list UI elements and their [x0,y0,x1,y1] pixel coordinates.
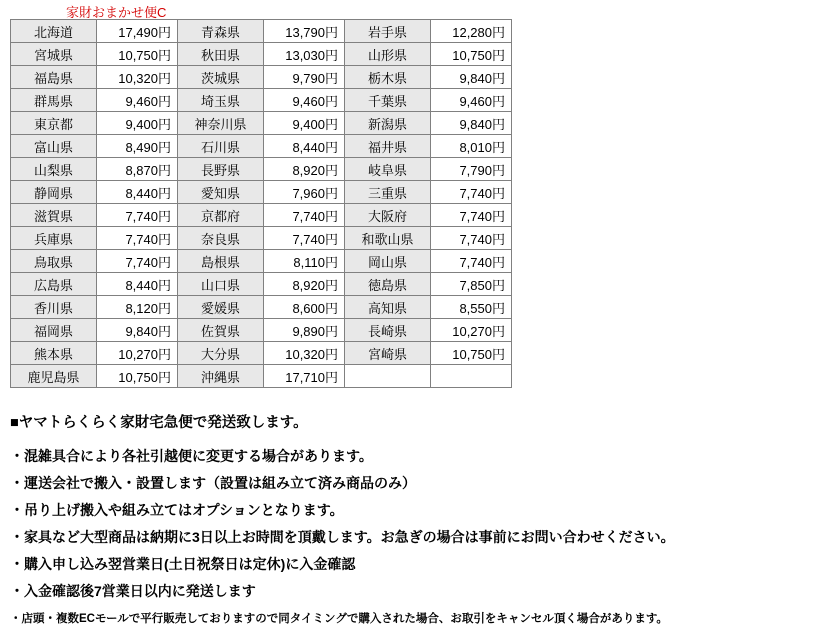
note-line: ・混雑具合により各社引越便に変更する場合があります。 [10,448,373,464]
prefecture-cell: 富山県 [11,135,97,158]
prefecture-cell: 広島県 [11,273,97,296]
price-cell: 8,920円 [264,158,345,181]
price-cell: 8,010円 [431,135,512,158]
table-row [11,365,512,388]
prefecture-cell: 栃木県 [345,66,431,89]
price-cell: 7,740円 [97,250,178,273]
price-cell: 9,400円 [97,112,178,135]
prefecture-cell: 神奈川県 [178,112,264,135]
notes-section [10,411,810,633]
prefecture-cell: 高知県 [345,296,431,319]
prefecture-cell: 岐阜県 [345,158,431,181]
prefecture-cell: 岩手県 [345,20,431,43]
prefecture-cell: 石川県 [178,135,264,158]
prefecture-cell: 山梨県 [11,158,97,181]
price-cell: 10,320円 [97,66,178,89]
prefecture-cell: 宮城県 [11,43,97,66]
prefecture-cell: 茨城県 [178,66,264,89]
prefecture-cell: 宮崎県 [345,342,431,365]
table-row [11,158,512,181]
table-row [11,135,512,158]
prefecture-cell: 滋賀県 [11,204,97,227]
price-cell: 7,740円 [431,181,512,204]
price-cell: 7,740円 [431,227,512,250]
prefecture-cell: 京都府 [178,204,264,227]
prefecture-cell: 香川県 [11,296,97,319]
price-cell: 9,840円 [431,66,512,89]
price-cell: 7,740円 [97,227,178,250]
prefecture-cell: 鳥取県 [11,250,97,273]
price-cell: 8,110円 [264,250,345,273]
price-cell: 8,870円 [97,158,178,181]
price-cell: 8,440円 [264,135,345,158]
notes-heading: ■ヤマトらくらく家財宅急便で発送致します。 [10,415,308,431]
note-footnote: ・店頭・複数ECモールで平行販売しておりますので同タイミングで購入された場合、お取引をキャンセル頂く場合があります。 [10,613,668,625]
prefecture-cell: 岡山県 [345,250,431,273]
prefecture-cell: 鹿児島県 [11,365,97,388]
prefecture-cell: 愛知県 [178,181,264,204]
price-cell: 8,550円 [431,296,512,319]
table-row [11,296,512,319]
prefecture-cell: 奈良県 [178,227,264,250]
table-row [11,319,512,342]
table-row [11,342,512,365]
note-line: ・運送会社で搬入・設置します（設置は組み立て済み商品のみ） [10,475,416,491]
price-cell: 9,840円 [431,112,512,135]
table-row [11,89,512,112]
table-row [11,273,512,296]
table-row [11,250,512,273]
prefecture-cell: 熊本県 [11,342,97,365]
prefecture-cell: 大分県 [178,342,264,365]
price-cell: 10,750円 [97,365,178,388]
price-cell: 8,600円 [264,296,345,319]
prefecture-cell: 秋田県 [178,43,264,66]
price-cell: 12,280円 [431,20,512,43]
empty-cell [431,365,512,388]
table-row [11,66,512,89]
table-row [11,227,512,250]
table-body [11,20,512,388]
prefecture-cell: 佐賀県 [178,319,264,342]
prefecture-cell: 群馬県 [11,89,97,112]
prefecture-cell: 静岡県 [11,181,97,204]
table-row [11,181,512,204]
prefecture-cell: 徳島県 [345,273,431,296]
price-cell: 10,270円 [97,342,178,365]
price-cell: 7,740円 [97,204,178,227]
prefecture-cell: 青森県 [178,20,264,43]
price-cell: 9,890円 [264,319,345,342]
prefecture-cell: 北海道 [11,20,97,43]
price-cell: 7,740円 [264,204,345,227]
price-cell: 7,740円 [264,227,345,250]
prefecture-cell: 新潟県 [345,112,431,135]
table-row [11,112,512,135]
prefecture-cell: 三重県 [345,181,431,204]
note-line: ・吊り上げ搬入や組み立てはオプションとなります。 [10,502,344,518]
price-cell: 9,790円 [264,66,345,89]
price-cell: 17,490円 [97,20,178,43]
price-cell: 10,270円 [431,319,512,342]
price-cell: 13,030円 [264,43,345,66]
price-cell: 7,960円 [264,181,345,204]
prefecture-price-table [10,19,512,388]
price-cell: 9,840円 [97,319,178,342]
price-cell: 17,710円 [264,365,345,388]
price-cell: 10,320円 [264,342,345,365]
note-line: ・家具など大型商品は納期に3日以上お時間を頂戴します。お急ぎの場合は事前にお問い合わせください。 [10,529,675,545]
price-cell: 9,400円 [264,112,345,135]
prefecture-cell: 福井県 [345,135,431,158]
prefecture-cell: 埼玉県 [178,89,264,112]
empty-cell [345,365,431,388]
note-line: ・購入申し込み翌営業日(土日祝祭日は定休)に入金確認 [10,556,356,572]
prefecture-cell: 長野県 [178,158,264,181]
prefecture-cell: 福岡県 [11,319,97,342]
price-cell: 13,790円 [264,20,345,43]
price-cell: 10,750円 [431,342,512,365]
prefecture-cell: 長崎県 [345,319,431,342]
price-cell: 7,790円 [431,158,512,181]
prefecture-cell: 千葉県 [345,89,431,112]
price-cell: 8,440円 [97,181,178,204]
table-row [11,204,512,227]
price-cell: 9,460円 [97,89,178,112]
price-cell: 7,740円 [431,204,512,227]
price-cell: 8,440円 [97,273,178,296]
price-cell: 9,460円 [264,89,345,112]
price-cell: 9,460円 [431,89,512,112]
price-cell: 7,740円 [431,250,512,273]
note-line: ・入金確認後7営業日以内に発送します [10,583,256,599]
prefecture-cell: 山口県 [178,273,264,296]
prefecture-cell: 島根県 [178,250,264,273]
prefecture-cell: 和歌山県 [345,227,431,250]
table-row [11,20,512,43]
prefecture-cell: 兵庫県 [11,227,97,250]
price-cell: 8,120円 [97,296,178,319]
page-title: 家財おまかせ便C [66,5,167,20]
price-cell: 10,750円 [97,43,178,66]
table-row [11,43,512,66]
price-cell: 8,490円 [97,135,178,158]
prefecture-cell: 東京都 [11,112,97,135]
prefecture-cell: 山形県 [345,43,431,66]
price-cell: 7,850円 [431,273,512,296]
price-cell: 8,920円 [264,273,345,296]
prefecture-cell: 愛媛県 [178,296,264,319]
prefecture-cell: 大阪府 [345,204,431,227]
price-cell: 10,750円 [431,43,512,66]
prefecture-cell: 福島県 [11,66,97,89]
prefecture-cell: 沖縄県 [178,365,264,388]
